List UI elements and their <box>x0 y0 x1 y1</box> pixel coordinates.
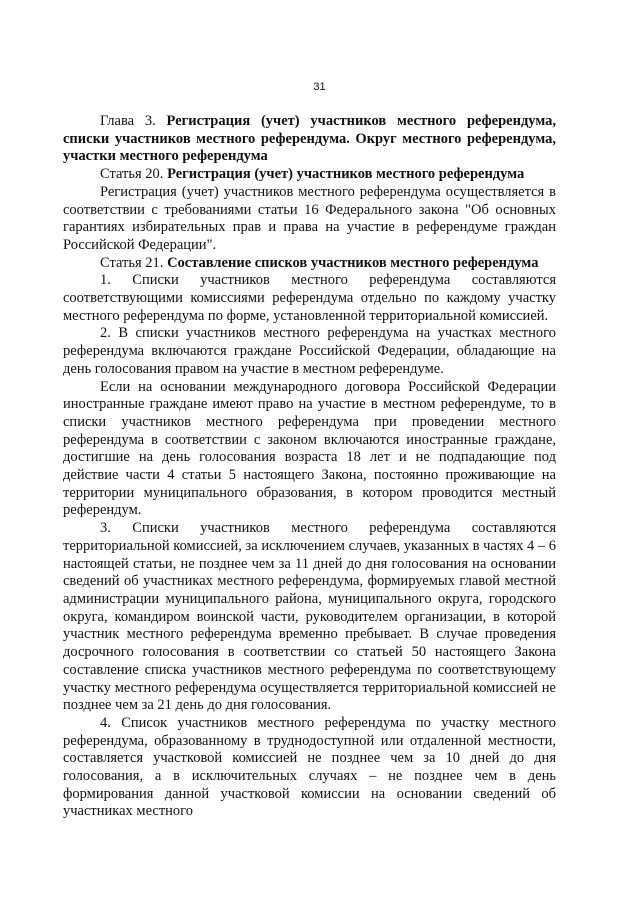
chapter-label: Глава 3. <box>100 113 156 129</box>
page-number: 31 <box>313 81 326 93</box>
article-20-label: Статья 20. <box>100 166 164 183</box>
article-21-heading <box>63 255 556 273</box>
document-body <box>63 113 556 821</box>
article-21-paragraph-2-foreign: Если на основании международного договора Российской Федерации иностранные граждане имеют право на участие в местном референдуме, то в списки участников местного референдума при проведении местного референдума в соответствии с законом включаются иностранные граждане, достигшие на день голосования возраста 18 лет и не подпадающие под действие части 4 статьи 5 настоящего Закона, постоянно проживающие на территории муниципального образования, в котором проводится местный референдум. <box>63 378 556 519</box>
article-20-title: Регистрация (учет) участников местного референдума <box>167 166 525 183</box>
article-21-paragraph-2: 2. В списки участников местного референдума на участках местного референдума включаются граждане Российской Федерации, обладающие на день голосования правом на участие в местном референдуме. <box>63 325 556 377</box>
chapter-title: Регистрация (учет) участников местного референдума, списки участников местного референдума. Округ местного референдума, участки местного референдума <box>63 113 556 165</box>
article-21-title: Составление списков участников местного референдума <box>167 254 539 271</box>
article-21-paragraph-3: 3. Списки участников местного референдума составляются территориальной комиссией, за исключением случаев, указанных в частях 4 – 6 настоящей статьи, не позднее чем за 11 дней до дня голосования на основании сведений об участниках местного референдума, формируемых главой местной администрации муниципального района, муниципального округа, городского округа, командиром воинской части, руководителем организации, в которой участник местного референдума временно пребывает. В случае проведения досрочного голосования в соответствии со статьей 50 настоящего Закона составление списка участников местного референдума по соответствующему участку местного референдума осуществляется территориальной комиссией не позднее чем за 21 день до дня голосования. <box>63 520 556 714</box>
article-21-paragraph-4: 4. Список участников местного референдума по участку местного референдума, образованному в труднодоступной или отдаленной местности, составляется участковой комиссией не позднее чем за 10 дней до дня голосования, а в исключительных случаях – не позднее чем в день формирования данной участковой комиссии на основании сведений об участниках местного <box>63 714 556 820</box>
article-21-paragraph-1: 1. Списки участников местного референдума составляются соответствующими комиссиями референдума отдельно по каждому участку местного референдума по форме, установленной территориальной комиссией. <box>63 272 556 324</box>
chapter-heading <box>63 113 556 166</box>
article-20-paragraph: Регистрация (учет) участников местного референдума осуществляется в соответствии с требованиями статьи 16 Федерального закона "Об основных гарантиях избирательных прав и права на участие в референдуме граждан Российской Федерации". <box>63 183 556 253</box>
article-21-label: Статья 21. <box>100 254 164 271</box>
article-20-heading <box>63 166 556 184</box>
